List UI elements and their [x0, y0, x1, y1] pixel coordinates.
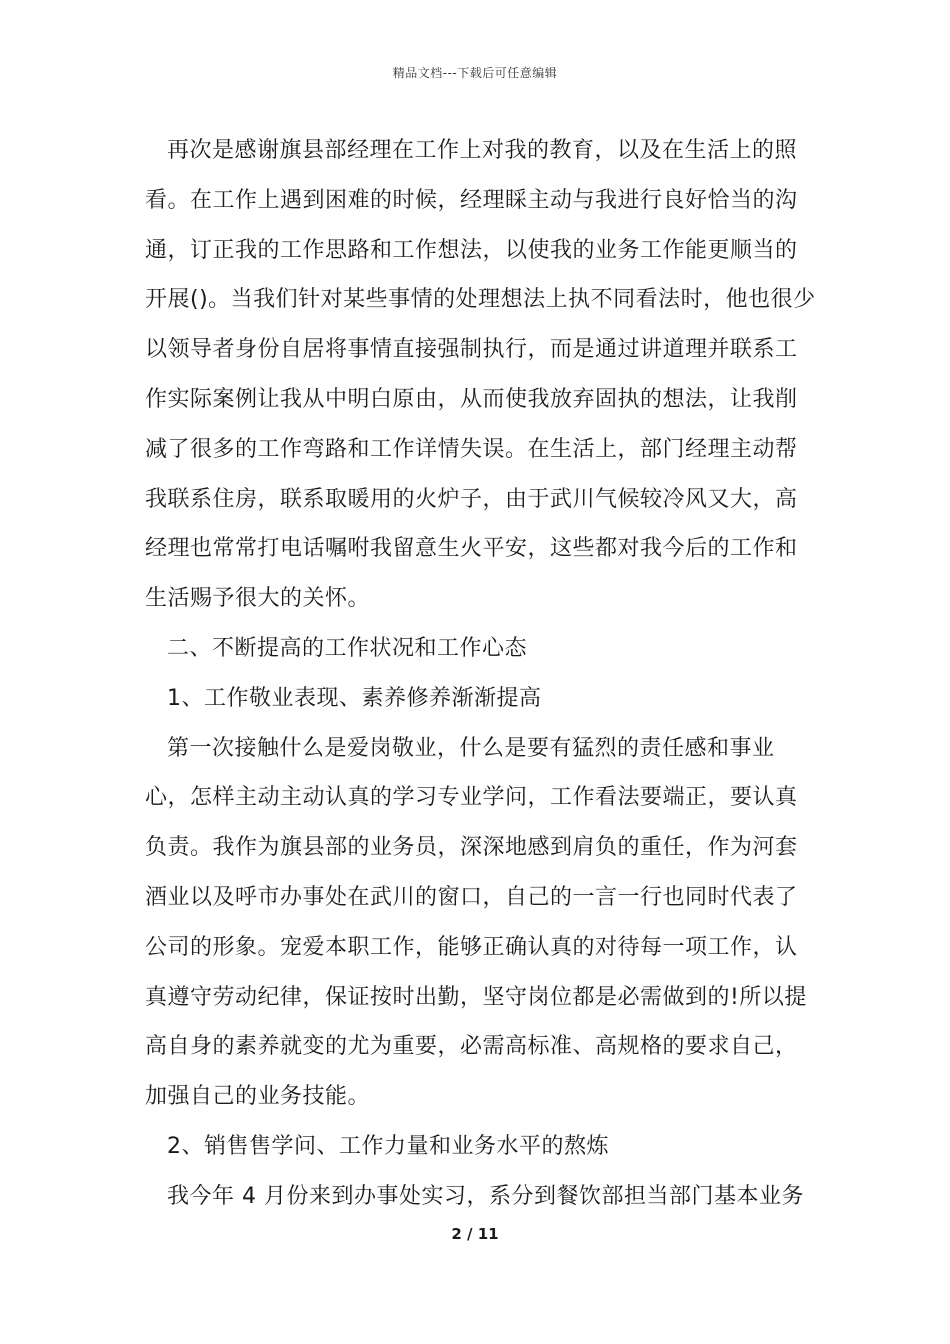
document-body [145, 126, 817, 1222]
subsection-heading: 2、销售售学问、工作力量和业务水平的熬炼 [167, 1133, 609, 1159]
paragraph: 第一次接触什么是爱岗敬业，什么是要有猛烈的责任感和事业心，怎样主动主动认真的学习专业学问，工作看法要端正，要认真负责。我作为旗县部的业务员，深深地感到肩负的重任，作为河套酒业以及呼市办事处在武川的窗口，自己的一言一行也同时代表了公司的形象。宠爱本职工作，能够正确认真的对待每一项工作，认真遵守劳动纪律，保证按时出勤，坚守岗位都是必需做到的!所以提高自身的素养就变的尤为重要，必需高标准、高规格的要求自己，加强自己的业务技能。 [145, 735, 807, 1110]
section-heading: 二、不断提高的工作状况和工作心态 [167, 635, 528, 661]
document-header: 精品文档---下载后可任意编辑 [392, 66, 558, 80]
paragraph: 再次是感谢旗县部经理在工作上对我的教育，以及在生活上的照看。在工作上遇到困难的时候，经理睬主动与我进行良好恰当的沟通，订正我的工作思路和工作想法，以使我的业务工作能更顺当的开展()。当我们针对某些事情的处理想法上执不同看法时，他也很少以领导者身份自居将事情直接强制执行，而是通过讲道理并联系工作实际案例让我从中明白原由，从而使我放弃固执的想法，让我削减了很多的工作弯路和工作详情失误。在生活上，部门经理主动帮我联系住房，联系取暖用的火炉子，由于武川气候较冷风又大，高经理也常常打电话嘱咐我留意生火平安，这些都对我今后的工作和生活赐予很大的关怀。 [145, 138, 816, 612]
subsection-heading: 1、工作敬业表现、素养修养渐渐提高 [167, 685, 542, 711]
paragraph: 我今年 4 月份来到办事处实习，系分到餐饮部担当部门基本业务 [167, 1183, 804, 1209]
page-number: 2 / 11 [451, 1225, 499, 1243]
